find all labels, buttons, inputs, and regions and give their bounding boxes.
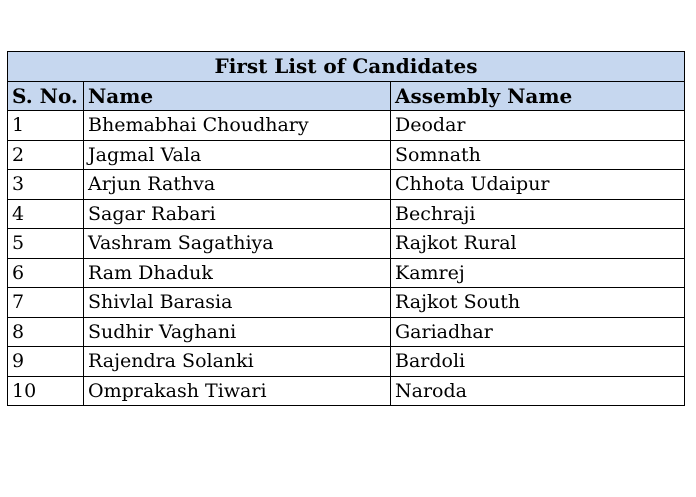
serial-number-cell: 6 bbox=[8, 258, 84, 288]
table-title: First List of Candidates bbox=[8, 52, 685, 82]
candidate-name-cell: Rajendra Solanki bbox=[84, 347, 391, 377]
assembly-name-cell: Rajkot South bbox=[391, 288, 685, 318]
candidate-name-cell: Bhemabhai Choudhary bbox=[84, 111, 391, 141]
assembly-name-cell: Chhota Udaipur bbox=[391, 170, 685, 200]
candidate-name-cell: Arjun Rathva bbox=[84, 170, 391, 200]
header-serial-number: S. No. bbox=[8, 81, 84, 111]
candidate-name-cell: Omprakash Tiwari bbox=[84, 376, 391, 406]
table-row bbox=[8, 199, 685, 229]
table-row bbox=[8, 317, 685, 347]
assembly-name-cell: Naroda bbox=[391, 376, 685, 406]
table-title-row bbox=[8, 52, 685, 82]
table-row bbox=[8, 170, 685, 200]
table-row bbox=[8, 111, 685, 141]
candidates-table-wrapper bbox=[7, 51, 684, 406]
assembly-name-cell: Bardoli bbox=[391, 347, 685, 377]
table-row bbox=[8, 229, 685, 259]
candidate-name-cell: Shivlal Barasia bbox=[84, 288, 391, 318]
candidate-name-cell: Sudhir Vaghani bbox=[84, 317, 391, 347]
candidates-table bbox=[7, 51, 685, 406]
table-row bbox=[8, 288, 685, 318]
table-row bbox=[8, 376, 685, 406]
serial-number-cell: 4 bbox=[8, 199, 84, 229]
serial-number-cell: 5 bbox=[8, 229, 84, 259]
header-name: Name bbox=[84, 81, 391, 111]
candidate-name-cell: Jagmal Vala bbox=[84, 140, 391, 170]
candidate-name-cell: Sagar Rabari bbox=[84, 199, 391, 229]
table-row bbox=[8, 140, 685, 170]
assembly-name-cell: Rajkot Rural bbox=[391, 229, 685, 259]
assembly-name-cell: Kamrej bbox=[391, 258, 685, 288]
table-row bbox=[8, 258, 685, 288]
assembly-name-cell: Bechraji bbox=[391, 199, 685, 229]
serial-number-cell: 2 bbox=[8, 140, 84, 170]
assembly-name-cell: Deodar bbox=[391, 111, 685, 141]
table-header-row bbox=[8, 81, 685, 111]
table-row bbox=[8, 347, 685, 377]
serial-number-cell: 8 bbox=[8, 317, 84, 347]
candidate-name-cell: Ram Dhaduk bbox=[84, 258, 391, 288]
serial-number-cell: 1 bbox=[8, 111, 84, 141]
serial-number-cell: 3 bbox=[8, 170, 84, 200]
header-assembly-name: Assembly Name bbox=[391, 81, 685, 111]
serial-number-cell: 10 bbox=[8, 376, 84, 406]
assembly-name-cell: Somnath bbox=[391, 140, 685, 170]
candidate-name-cell: Vashram Sagathiya bbox=[84, 229, 391, 259]
serial-number-cell: 9 bbox=[8, 347, 84, 377]
assembly-name-cell: Gariadhar bbox=[391, 317, 685, 347]
serial-number-cell: 7 bbox=[8, 288, 84, 318]
